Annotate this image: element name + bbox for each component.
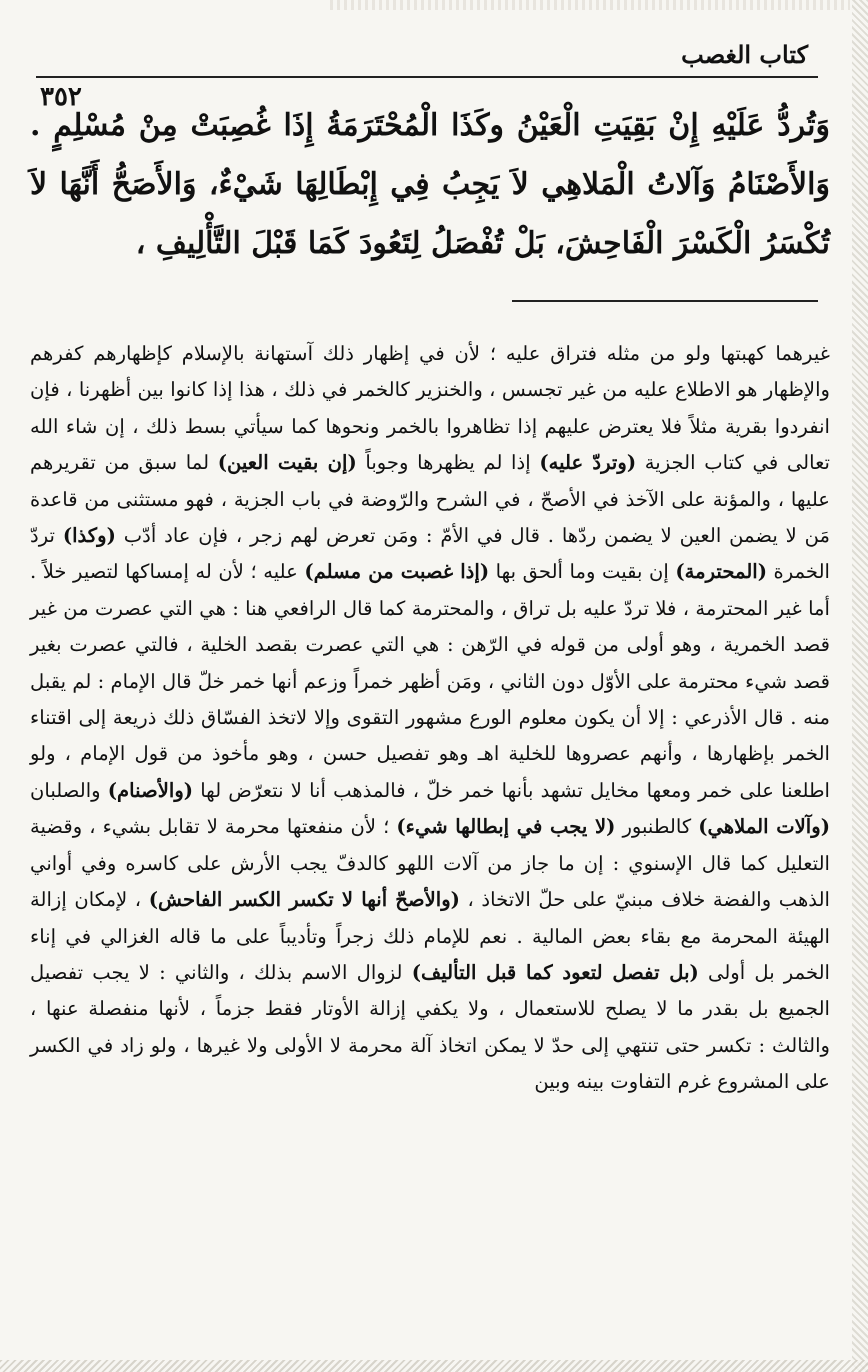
quoted-matn: (والأصنام) (107, 778, 194, 802)
page-number: ٣٥٢ (40, 82, 82, 112)
commentary-text: لما سبق من تقريرهم عليها ، والمؤنة على الآخذ في الأصحّ ، في الشرح والرّوضة في باب الجزية ، فهو مستثنى من قاعدة مَن لا يضمن العين لا يضمن ردّها . قال في الأمّ : ومَن تعرض لهم زجر ، فإن عاد أدّب (30, 451, 830, 548)
sharh-commentary (30, 336, 830, 1101)
commentary-text: ، لإمكان إزالة الهيئة المحرمة مع بقاء بعض المالية . نعم للإمام ذلك زجراً وتأديباً على ما قاله الغزالي في إناء الخمر بل أولى (30, 888, 831, 984)
commentary-text: ؛ لأن منفعتها محرمة لا تقابل بشيء ، وقضية التعليل كما قال الإسنوي : إن ما جاز من آلات اللهو كالدفّ يجب الأرش على كاسره وفي أواني الذهب والفضة خلاف مبنيّ على حلّ الاتخاذ ، (30, 815, 830, 912)
quoted-matn: (وآلات الملاهي) (698, 815, 830, 839)
quoted-matn: (وتردّ عليه) (539, 451, 637, 475)
commentary-text: كالطنبور (622, 815, 692, 839)
commentary-text: والصلبان (30, 778, 101, 802)
quoted-matn: (إن بقيت العين) (217, 451, 357, 475)
commentary-text: غيرهما كهبتها ولو من مثله فتراق عليه ؛ لأن في إظهار ذلك آستهانة بالإسلام كإظهارهم كفرهم والإظهار هو الاطلاع عليه من غير تجسس ، والخنزير كالخمر في ذلك ، هذا إذا كانوا بين أظهرنا ، فإن انفردوا بقرية مثلاً فلا يعترض عليهم إذا تظاهروا بالخمر ونحوها كما سيأتي بسط ذلك ، إن شاء الله تعالى في كتاب الجزية (30, 342, 831, 475)
quoted-matn: (وكذا) (62, 524, 116, 548)
commentary-paragraph (30, 336, 830, 1101)
quoted-matn: (لا يجب في إبطالها شيء) (396, 815, 616, 839)
scan-edge-bottom (0, 1360, 868, 1372)
header-rule (36, 76, 818, 78)
commentary-text: تردّ الخمرة (30, 524, 830, 584)
scan-edge-right (852, 0, 868, 1372)
quoted-matn: (بل تفصل لتعود كما قبل التأليف) (411, 960, 699, 984)
quoted-matn: (المحترمة) (675, 560, 767, 584)
commentary-text: عليه ؛ لأن له إمساكها لتصير خلاً . أما غير المحترمة ، فلا تردّ عليه بل تراق ، والمحترمة كما قال الرافعي هنا : هي التي عصرت من غير قصد الخمرية ، وهو أولى من قوله في الرّهن : هي التي عصرت بقصد الخلية ، فالتي عصرت بغير قصد شيء محترمة على الأوّل دون الثاني ، ومَن أظهر خمراً وزعم أنها خمر خلّ قال الإمام : لم يقبل منه . قال الأذرعي : إلا أن يكون معلوم الورع مشهور التقوى وإلا لاتخذ الفسّاق ذلك ذريعة إلى اقتناء الخمر بإظهارها ، وأنهم عصروها للخلية اهـ وهو تفصيل حسن ، وهو مأخوذ من قول الإمام ، ولو اطلعنا على خمر ومعها مخايل تشهد بأنها خمر خلّ ، فالمذهب أنا لا نتعرّض لها (30, 560, 830, 802)
commentary-text: إن بقيت وما ألحق بها (495, 560, 669, 584)
commentary-text: إذا لم يظهرها وجوباً (365, 451, 531, 475)
quoted-matn: (والأصحّ أنها لا تكسر الكسر الفاحش) (148, 888, 460, 912)
quoted-matn: (إذا غصبت من مسلم) (304, 560, 490, 584)
chapter-title: كتاب الغصب (681, 40, 808, 69)
commentary-text: لزوال الاسم بذلك ، والثاني : لا يجب تفصيل الجميع بل بقدر ما لا يصلح للاستعمال ، ولا يكفي إزالة الأوتار فقط جزماً ، لأنها منفصلة عنها ، والثالث : تكسر حتى تنتهي إلى حدّ لا يمكن اتخاذ آلة محرمة لا الأولى ولا غيرها ، ولو زاد في الكسر على المشروع غرم التفاوت بينه وبين (30, 960, 830, 1094)
matn-text: وَتُردُّ عَلَيْهِ إِنْ بَقِيَتِ الْعَيْنُ وكَذَا الْمُحْتَرَمَةُ إِذَا غُصِبَتْ مِنْ مُسْلِمٍ . وَالأَصْنَامُ وَآلاتُ الْمَلاهِي لاَ يَجِبُ فِي إِبْطَالِهَا شَيْءٌ، وَالأَصَحُّ أَنَّهَا لاَ تُكْسَرُ الْكَسْرَ الْفَاحِشَ، بَلْ تُفْصَلُ لِتَعُودَ كَمَا قَبْلَ التَّأْلِيفِ ، (30, 108, 830, 261)
matn-separator (512, 300, 818, 302)
scan-edge-top (330, 0, 850, 10)
